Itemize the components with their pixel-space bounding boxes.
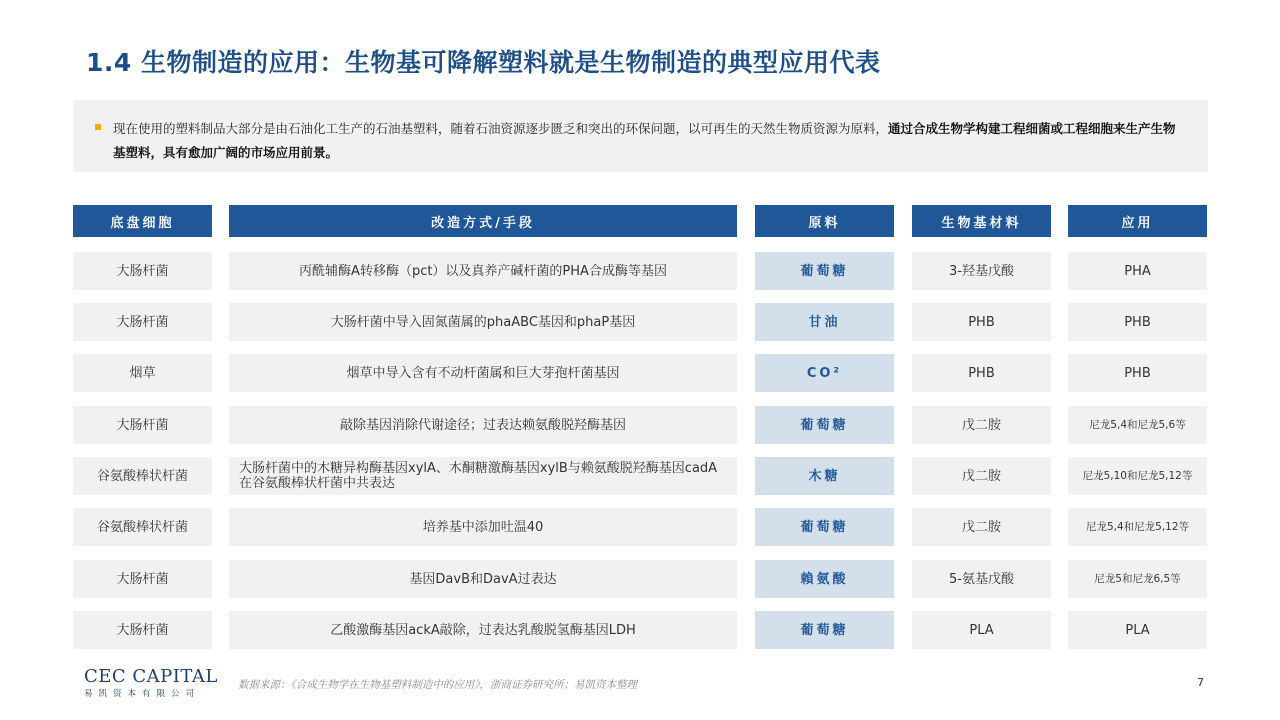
cell-raw-material: 葡萄糖	[755, 252, 894, 290]
cell-bio-material: 5-氨基戊酸	[912, 560, 1051, 598]
cell-method: 烟草中导入含有不动杆菌属和巨大芽孢杆菌基因	[229, 354, 737, 392]
summary-text	[113, 117, 1188, 165]
cell-raw-material: 木糖	[755, 457, 894, 495]
cell-application: PHA	[1068, 252, 1207, 290]
summary-text-normal: 现在使用的塑料制品大部分是由石油化工生产的石油基塑料，随着石油资源逐步匮乏和突出的环保问题，以可再生的天然生物质资源为原料，	[113, 121, 889, 136]
header-raw-material: 原料	[755, 205, 894, 237]
cell-raw-material: 葡萄糖	[755, 611, 894, 649]
cell-chassis: 大肠杆菌	[73, 560, 212, 598]
cell-method: 敲除基因消除代谢途径；过表达赖氨酸脱羟酶基因	[229, 406, 737, 444]
company-logo	[84, 666, 218, 702]
cell-raw-material: CO²	[755, 354, 894, 392]
cell-application: PHB	[1068, 354, 1207, 392]
cell-application: PLA	[1068, 611, 1207, 649]
cell-method: 培养基中添加吐温40	[229, 508, 737, 546]
page-title: 1.4 生物制造的应用：生物基可降解塑料就是生物制造的典型应用代表	[86, 48, 881, 77]
cell-raw-material: 賴氨酸	[755, 560, 894, 598]
logo-main-text: CEC CAPITAL	[84, 666, 218, 687]
cell-application: 尼龙5,10和尼龙5,12等	[1068, 457, 1207, 495]
header-application: 应用	[1068, 205, 1207, 237]
summary-text-bold: 通过合成生物学构建工程细菌或工程细胞来生产生物基塑料，具有愈加广阔的市场应用前景。	[113, 121, 1176, 160]
cell-application: PHB	[1068, 303, 1207, 341]
cell-bio-material: PHB	[912, 354, 1051, 392]
summary-box	[73, 100, 1208, 172]
cell-method: 大肠杆菌中的木糖异构酶基因xylA、木酮糖激酶基因xylB与赖氨酸脱羟酶基因cadA在谷氨酸棒状杆菌中共表达	[229, 457, 737, 495]
cell-application: 尼龙5,4和尼龙5,6等	[1068, 406, 1207, 444]
header-chassis: 底盘细胞	[73, 205, 212, 237]
cell-raw-material: 葡萄糖	[755, 406, 894, 444]
cell-bio-material: 戊二胺	[912, 457, 1051, 495]
cell-bio-material: 戊二胺	[912, 508, 1051, 546]
cell-bio-material: 3-羟基戊酸	[912, 252, 1051, 290]
cell-application: 尼龙5和尼龙6,5等	[1068, 560, 1207, 598]
cell-method: 基因DavB和DavA过表达	[229, 560, 737, 598]
cell-chassis: 大肠杆菌	[73, 303, 212, 341]
page-number: 7	[1197, 676, 1204, 689]
header-bio-material: 生物基材料	[912, 205, 1051, 237]
cell-bio-material: PHB	[912, 303, 1051, 341]
cell-chassis: 烟草	[73, 354, 212, 392]
cell-chassis: 谷氨酸棒状杆菌	[73, 457, 212, 495]
cell-raw-material: 葡萄糖	[755, 508, 894, 546]
cell-chassis: 大肠杆菌	[73, 611, 212, 649]
header-method: 改造方式/手段	[229, 205, 737, 237]
cell-bio-material: 戊二胺	[912, 406, 1051, 444]
cell-method: 乙酸激酶基因ackA敲除，过表达乳酸脱氢酶基因LDH	[229, 611, 737, 649]
cell-chassis: 大肠杆菌	[73, 252, 212, 290]
cell-bio-material: PLA	[912, 611, 1051, 649]
bullet-icon	[95, 124, 101, 130]
cell-chassis: 大肠杆菌	[73, 406, 212, 444]
cell-raw-material: 甘油	[755, 303, 894, 341]
data-source-note: 数据来源：《合成生物学在生物基塑料制造中的应用》，浙商证券研究所；易凯资本整理	[238, 679, 637, 691]
logo-sub-text: 易凯资本有限公司	[84, 689, 201, 699]
cell-method: 大肠杆菌中导入固氮菌属的phaABC基因和phaP基因	[229, 303, 737, 341]
cell-chassis: 谷氨酸棒状杆菌	[73, 508, 212, 546]
cell-method: 丙酰辅酶A转移酶（pct）以及真养产碱杆菌的PHA合成酶等基因	[229, 252, 737, 290]
cell-application: 尼龙5,4和尼龙5,12等	[1068, 508, 1207, 546]
